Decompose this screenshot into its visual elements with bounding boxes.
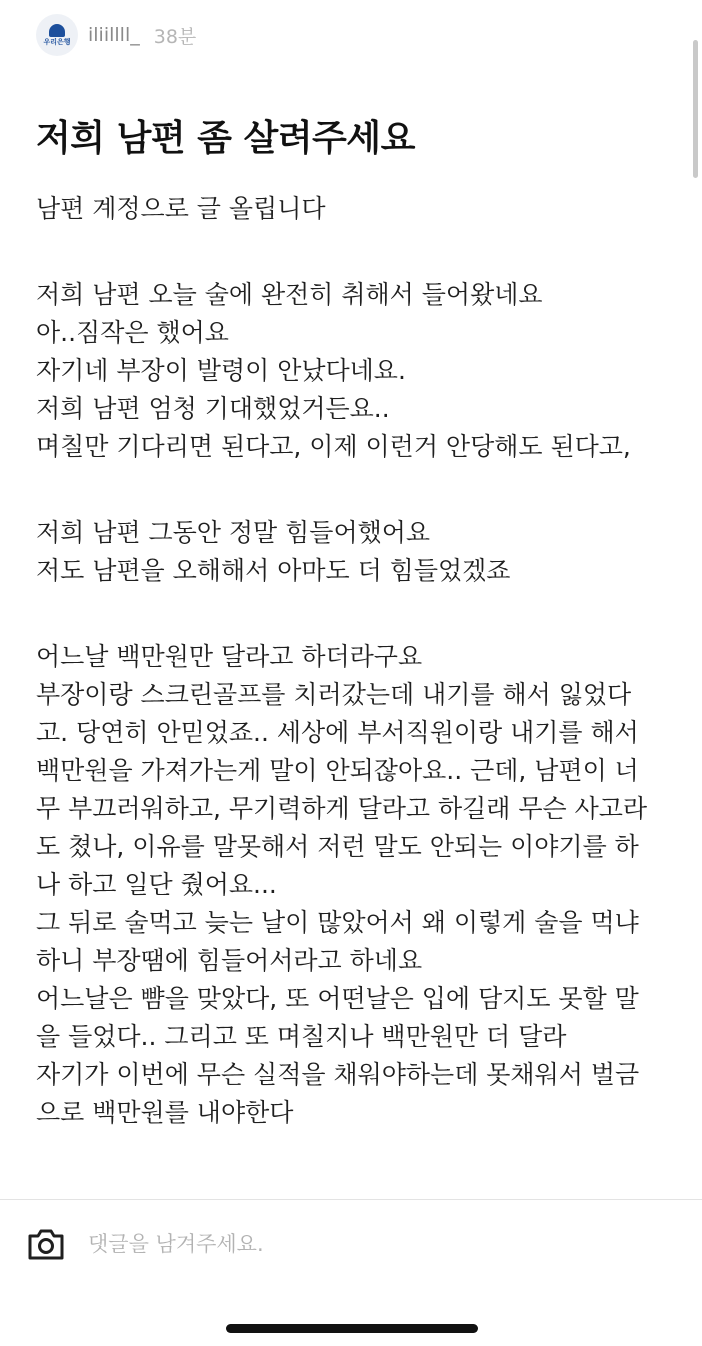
body-line: 나 하고 일단 줬어요... xyxy=(36,870,277,899)
body-line: 고. 당연히 안믿었죠.. 세상에 부서직원이랑 내기를 해서 xyxy=(36,718,639,747)
paragraph xyxy=(36,190,676,228)
body-line: 백만원을 가져가는게 말이 안되잖아요.. 근데, 남편이 너 xyxy=(36,756,639,785)
post-header xyxy=(36,12,196,58)
body-line: 도 쳤나, 이유를 말못해서 저런 말도 안되는 이야기를 하 xyxy=(36,832,639,861)
post-time: 38분 xyxy=(153,25,197,48)
paragraph xyxy=(36,276,676,466)
body-line: 아..짐작은 했어요 xyxy=(36,318,229,347)
body-line: 부장이랑 스크린골프를 치러갔는데 내기를 해서 잃었다 xyxy=(36,680,632,709)
avatar-label: 우리은행 xyxy=(43,38,71,46)
body-line: 저희 남편 그동안 정말 힘들어했어요 xyxy=(36,518,431,547)
body-line: 하니 부장땜에 힘들어서라고 하네요 xyxy=(36,946,423,975)
body-line: 어느날 백만원만 달라고 하더라구요 xyxy=(36,642,423,671)
author-name[interactable]: iliillll_ xyxy=(88,24,140,46)
body-line: 그 뒤로 술먹고 늦는 날이 많았어서 왜 이렇게 술을 먹냐 xyxy=(36,908,639,937)
scrollbar-thumb[interactable] xyxy=(693,40,698,178)
body-line: 무 부끄러워하고, 무기력하게 달라고 하길래 무슨 사고라 xyxy=(36,794,648,823)
body-line: 저도 남편을 오해해서 아마도 더 힘들었겠죠 xyxy=(36,556,511,585)
paragraph xyxy=(36,638,676,1132)
avatar[interactable] xyxy=(36,14,78,56)
home-indicator[interactable] xyxy=(226,1324,478,1333)
paragraph xyxy=(36,514,676,590)
body-line: 으로 백만원를 내야한다 xyxy=(36,1098,294,1127)
body-line: 자기네 부장이 발령이 안났다네요. xyxy=(36,356,406,385)
camera-icon[interactable] xyxy=(26,1226,66,1262)
body-line: 며칠만 기다리면 된다고, 이제 이런거 안당해도 된다고, xyxy=(36,432,631,461)
body-line: 저희 남편 오늘 술에 완전히 취해서 들어왔네요 xyxy=(36,280,543,309)
body-line: 을 들었다.. 그리고 또 며칠지나 백만원만 더 달라 xyxy=(36,1022,567,1051)
body-line: 자기가 이번에 무슨 실적을 채워야하는데 못채워서 벌금 xyxy=(36,1060,640,1089)
post-title: 저희 남편 좀 살려주세요 xyxy=(36,118,415,159)
comment-bar xyxy=(0,1200,702,1290)
comment-input[interactable] xyxy=(88,1224,668,1264)
bank-logo-icon xyxy=(49,24,65,37)
post-body xyxy=(36,190,676,1198)
body-line: 남편 계정으로 글 올립니다 xyxy=(36,194,326,223)
body-line: 어느날은 뺨을 맞았다, 또 어떤날은 입에 담지도 못할 말 xyxy=(36,984,639,1013)
body-line: 저희 남편 엄청 기대했었거든요.. xyxy=(36,394,390,423)
